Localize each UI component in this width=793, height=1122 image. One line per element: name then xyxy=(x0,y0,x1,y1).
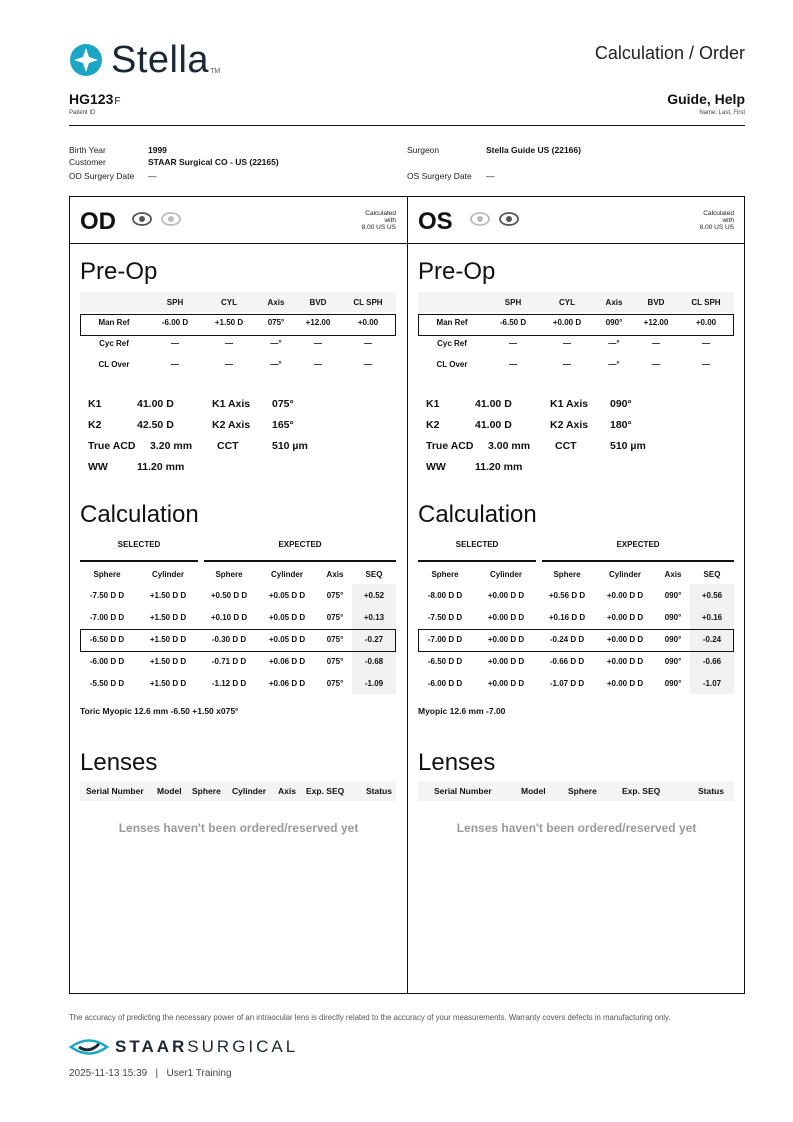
os-lens-description: Myopic 12.6 mm -7.00 xyxy=(418,706,506,716)
os-date-label: OS Surgery Date xyxy=(407,171,472,181)
table-row: -6.00 D D +0.00 D D -1.07 D D +0.00 D D 090° -1.07 xyxy=(418,672,734,694)
os-lenses-header: Serial Number Model Sphere Exp. SEQ Status xyxy=(418,781,734,801)
od-lenses-empty: Lenses haven't been ordered/reserved yet xyxy=(118,821,359,835)
patient-info xyxy=(0,0,793,200)
table-header-row: Sphere Cylinder Sphere Cylinder Axis SEQ xyxy=(93,569,383,579)
customer: STAAR Surgical CO - US (22165) xyxy=(148,157,279,167)
birth-year: 1999 xyxy=(148,145,167,155)
table-row: -6.50 D D +1.50 D D -0.30 D D +0.05 D D 075° -0.27 xyxy=(80,628,396,650)
manifest-refraction-highlight xyxy=(80,314,396,336)
accuracy-disclaimer: The accuracy of predicting the necessary power of an intraocular lens is directly related to the accuracy of your measurements. Warranty covers defects in manufacturing only. xyxy=(69,1013,671,1022)
birth-year-label: Birth Year xyxy=(69,145,106,155)
table-header-row: SPH CYL Axis BVD CL SPH xyxy=(80,292,396,312)
manifest-refraction-highlight xyxy=(418,314,734,336)
surgeon-label: Surgeon xyxy=(407,145,440,155)
table-row: Man Ref -6.50 D +0.00 D 090° +12.00 +0.00 xyxy=(436,318,717,327)
brand-tm: TM xyxy=(210,68,221,75)
os-lenses-title: Lenses xyxy=(418,749,496,776)
selected-label: SELECTED xyxy=(117,540,161,549)
calculated-with-note: Calculated with 8.00 US US xyxy=(699,210,734,231)
document-title: Calculation / Order xyxy=(594,43,745,63)
surgeon: Stella Guide US (22166) xyxy=(486,145,581,155)
patient-id-label: Patient ID xyxy=(69,110,96,116)
od-calculation-title: Calculation xyxy=(80,501,199,528)
staar-surgical-logo: STAAR SURGICAL xyxy=(69,1037,298,1057)
calculated-with-note: Calculated with 8.00 US US xyxy=(361,210,396,231)
table-row: -5.50 D D +1.50 D D -1.12 D D +0.06 D D 075° -1.09 xyxy=(80,672,396,694)
patient-id: HG123F xyxy=(69,91,121,107)
table-row: Cyc Ref — — —° — — xyxy=(437,339,710,348)
os-eye-title: OS xyxy=(418,208,453,235)
expected-label: EXPECTED xyxy=(616,540,660,549)
eye-icon-active xyxy=(499,209,519,229)
os-date: — xyxy=(486,171,495,181)
os-panel: OS Calculated with 8.00 US US Pre-Op SPH CYL Axis BVD CL SPH Man Ref -6.50 D +0.00 D 090° +12.00 +0.00 Cyc Ref — — —° — — CL Over — — —° — — K1 41.00 D K1 Axis 090° K2 41.00 D K2 Axis 180° True ACD 3.00 mm CCT 510 µm WW 11.20 mm Calculation SELECTED EXPECTED Sphere Cylinder Sphere Cylinder Axis SEQ -8.00 D D +0.00 D D +0.56 D D +0.00 D D 090° +0.56 -7.50 D D +0.00 D D +0.16 D D +0.00 D D 090° +0.16 -7.00 D D +0.00 D D -0.24 D D +0.00 D D 090° -0.24 -6.50 D D +0.00 D D -0.66 D D +0.00 D D 090° -0.66 -6.00 D D +0.00 D D -1.07 D D +0.00 D D 090° -1.07 Myopic 12.6 mm -7.00 Lenses Serial Number Model Sphere Exp. SEQ Status Lenses haven't been ordered/reserved yet xyxy=(408,197,745,993)
patient-sex: F xyxy=(114,96,121,107)
brand-name: Stella xyxy=(111,39,210,81)
od-lens-description: Toric Myopic 12.6 mm -6.50 +1.50 x075° xyxy=(80,706,239,716)
eye-icon-inactive xyxy=(470,209,490,229)
table-header-row: Sphere Cylinder Sphere Cylinder Axis SEQ xyxy=(431,569,721,579)
table-row: -7.50 D D +0.00 D D +0.16 D D +0.00 D D 090° +0.16 xyxy=(418,606,734,628)
selected-power-highlight xyxy=(418,629,734,652)
table-header-row: SPH CYL Axis BVD CL SPH xyxy=(418,292,734,312)
eye-icon-active xyxy=(132,209,152,229)
table-row: -6.00 D D +1.50 D D -0.71 D D +0.06 D D 075° -0.68 xyxy=(80,650,396,672)
table-row: -6.50 D D +0.00 D D -0.66 D D +0.00 D D 090° -0.66 xyxy=(418,650,734,672)
table-row: CL Over — — —° — — xyxy=(436,360,710,369)
selected-label: SELECTED xyxy=(455,540,499,549)
timestamp-user: 2025-11-13 15:39 | User1 Training xyxy=(69,1068,232,1079)
table-row: -7.00 D D +1.50 D D +0.10 D D +0.05 D D 075° +0.13 xyxy=(80,606,396,628)
customer-label: Customer xyxy=(69,157,106,167)
table-row: -7.00 D D +0.00 D D -0.24 D D +0.00 D D 090° -0.24 xyxy=(418,628,734,650)
expected-label: EXPECTED xyxy=(278,540,322,549)
od-panel-header xyxy=(70,197,407,244)
eye-icon-inactive xyxy=(161,209,181,229)
od-lenses-header: Serial Number Model Sphere Cylinder Axis Exp. SEQ Status xyxy=(80,781,396,801)
table-row: CL Over — — —° — — xyxy=(98,360,372,369)
od-preop-title: Pre-Op xyxy=(80,258,158,285)
od-date: — xyxy=(148,171,157,181)
os-preop-title: Pre-Op xyxy=(418,258,496,285)
od-eye-title: OD xyxy=(80,208,116,235)
table-row: -8.00 D D +0.00 D D +0.56 D D +0.00 D D 090° +0.56 xyxy=(418,584,734,606)
od-panel: OD Calculated with 8.00 US US Pre-Op SPH CYL Axis BVD CL SPH Man Ref -6.00 D +1.50 D 075° +12.00 +0.00 Cyc Ref — — —° — — CL Over — — —° — — K1 41.00 D K1 Axis 075° K2 42.50 D K2 Axis 165° True ACD 3.20 mm CCT 510 µm WW 11.20 mm Calculation SELECTED EXPECTED Sphere Cylinder Sphere Cylinder Axis SEQ -7.50 D D +1.50 D D +0.50 D D +0.05 D D 075° +0.52 -7.00 D D +1.50 D D +0.10 D D +0.05 D D 075° +0.13 -6.50 D D +1.50 D D -0.30 D D +0.05 D D 075° -0.27 -6.00 D D +1.50 D D -0.71 D D +0.06 D D 075° -0.68 -5.50 D D +1.50 D D -1.12 D D +0.06 D D 075° -1.09 Toric Myopic 12.6 mm -6.50 +1.50 x075° Lenses Serial Number Model Sphere Cylinder Axis Exp. SEQ Status Lenses haven't been ordered/reserved yet xyxy=(70,197,408,993)
eye-panels xyxy=(69,196,745,994)
os-calculation-title: Calculation xyxy=(418,501,537,528)
selected-power-highlight xyxy=(80,629,396,652)
staar-eye-icon xyxy=(69,1038,109,1056)
table-row: Man Ref -6.00 D +1.50 D 075° +12.00 +0.00 xyxy=(98,318,379,327)
table-row: Cyc Ref — — —° — — xyxy=(99,339,372,348)
patient-name: Guide, Help xyxy=(667,91,745,107)
table-row: -7.50 D D +1.50 D D +0.50 D D +0.05 D D 075° +0.52 xyxy=(80,584,396,606)
od-lenses-title: Lenses xyxy=(80,749,158,776)
patient-name-label: Name: Last, First xyxy=(699,110,745,116)
od-date-label: OD Surgery Date xyxy=(69,171,135,181)
os-lenses-empty: Lenses haven't been ordered/reserved yet xyxy=(456,821,697,835)
os-panel-header xyxy=(408,197,745,244)
